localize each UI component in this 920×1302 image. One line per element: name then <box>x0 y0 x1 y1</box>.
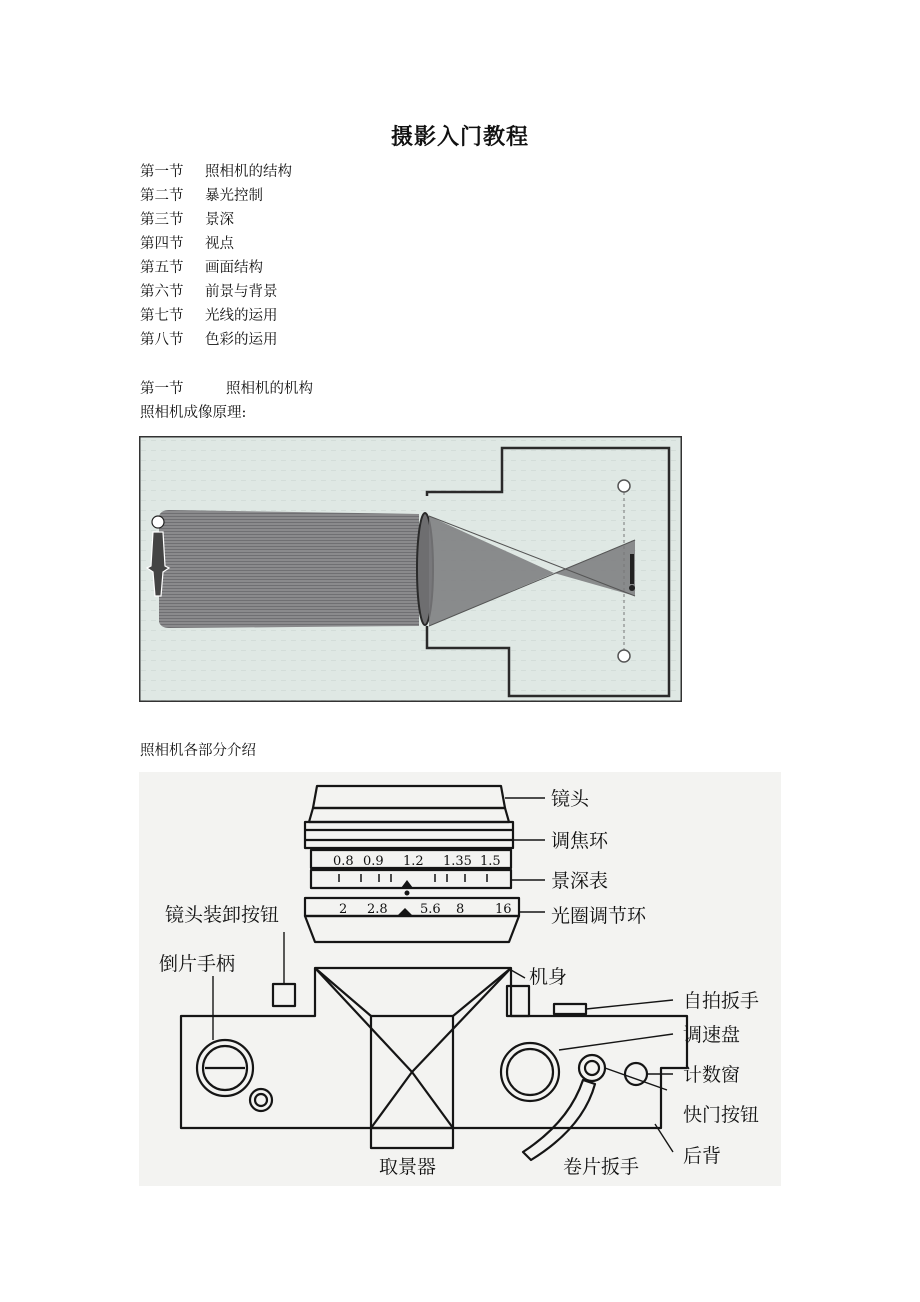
film-roller-bottom <box>618 650 630 662</box>
toc-number: 第一节 <box>140 164 184 180</box>
toc-item <box>140 304 292 328</box>
label-back: 后背 <box>683 1145 722 1167</box>
section-heading <box>140 377 313 401</box>
toc-title: 视点 <box>205 236 234 252</box>
toc-number: 第二节 <box>140 188 184 204</box>
label-lens: 镜头 <box>551 788 590 810</box>
aperture-scale-value: 2 <box>339 902 348 917</box>
toc-item <box>140 328 292 352</box>
label-shutter: 快门按钮 <box>683 1104 760 1126</box>
focus-scale-value: 0.8 <box>333 854 354 869</box>
toc-number: 第五节 <box>140 260 184 276</box>
label-viewfinder: 取景器 <box>379 1156 437 1178</box>
toc-number: 第四节 <box>140 236 184 252</box>
toc-number: 第三节 <box>140 212 184 228</box>
imaging-principle-diagram <box>139 436 682 702</box>
focus-scale-value: 1.35 <box>443 854 472 869</box>
toc-title: 景深 <box>205 212 234 228</box>
toc-title: 画面结构 <box>205 260 263 276</box>
label-counter: 计数窗 <box>683 1064 741 1086</box>
toc-title: 照相机的结构 <box>205 164 292 180</box>
light-beam <box>159 510 419 628</box>
toc-number: 第七节 <box>140 308 184 324</box>
section-number: 第一节 <box>140 381 184 397</box>
toc-item <box>140 160 292 184</box>
toc-item <box>140 280 292 304</box>
focus-scale-value: 0.9 <box>363 854 384 869</box>
aperture-scale-value: 8 <box>456 902 465 917</box>
page-title: 摄影入门教程 <box>390 124 529 150</box>
aperture-scale-value: 2.8 <box>367 902 388 917</box>
toc-title: 前景与背景 <box>205 284 278 300</box>
label-rewind-crank: 倒片手柄 <box>159 953 236 975</box>
camera-parts-caption: 照相机各部分介绍 <box>140 743 256 759</box>
film-roller-top <box>618 480 630 492</box>
toc-item <box>140 208 292 232</box>
dof-index-dot <box>405 891 410 896</box>
toc-item <box>140 184 292 208</box>
label-body: 机身 <box>529 966 568 988</box>
imaging-principle-caption: 照相机成像原理: <box>140 405 247 421</box>
label-dof-scale: 景深表 <box>551 870 609 892</box>
aperture-scale-value: 5.6 <box>420 902 441 917</box>
toc-item <box>140 232 292 256</box>
toc-item <box>140 256 292 280</box>
focus-scale-value: 1.5 <box>480 854 501 869</box>
toc-title: 光线的运用 <box>205 308 278 324</box>
label-lens-release: 镜头装卸按钮 <box>165 904 280 926</box>
camera-parts-diagram <box>139 772 781 1186</box>
label-self-timer: 自拍扳手 <box>683 990 760 1012</box>
section-title: 照相机的机构 <box>226 381 313 397</box>
toc-number: 第八节 <box>140 332 184 348</box>
toc-title: 暴光控制 <box>205 188 263 204</box>
table-of-contents <box>140 160 292 352</box>
label-wind-lever: 卷片扳手 <box>563 1156 640 1178</box>
label-speed-dial: 调速盘 <box>683 1024 741 1046</box>
focus-scale-value: 1.2 <box>403 854 424 869</box>
label-focus-ring: 调焦环 <box>551 830 609 852</box>
toc-number: 第六节 <box>140 284 184 300</box>
label-aperture-ring: 光圈调节环 <box>551 905 647 927</box>
aperture-scale-value: 16 <box>495 902 512 917</box>
toc-title: 色彩的运用 <box>205 332 278 348</box>
